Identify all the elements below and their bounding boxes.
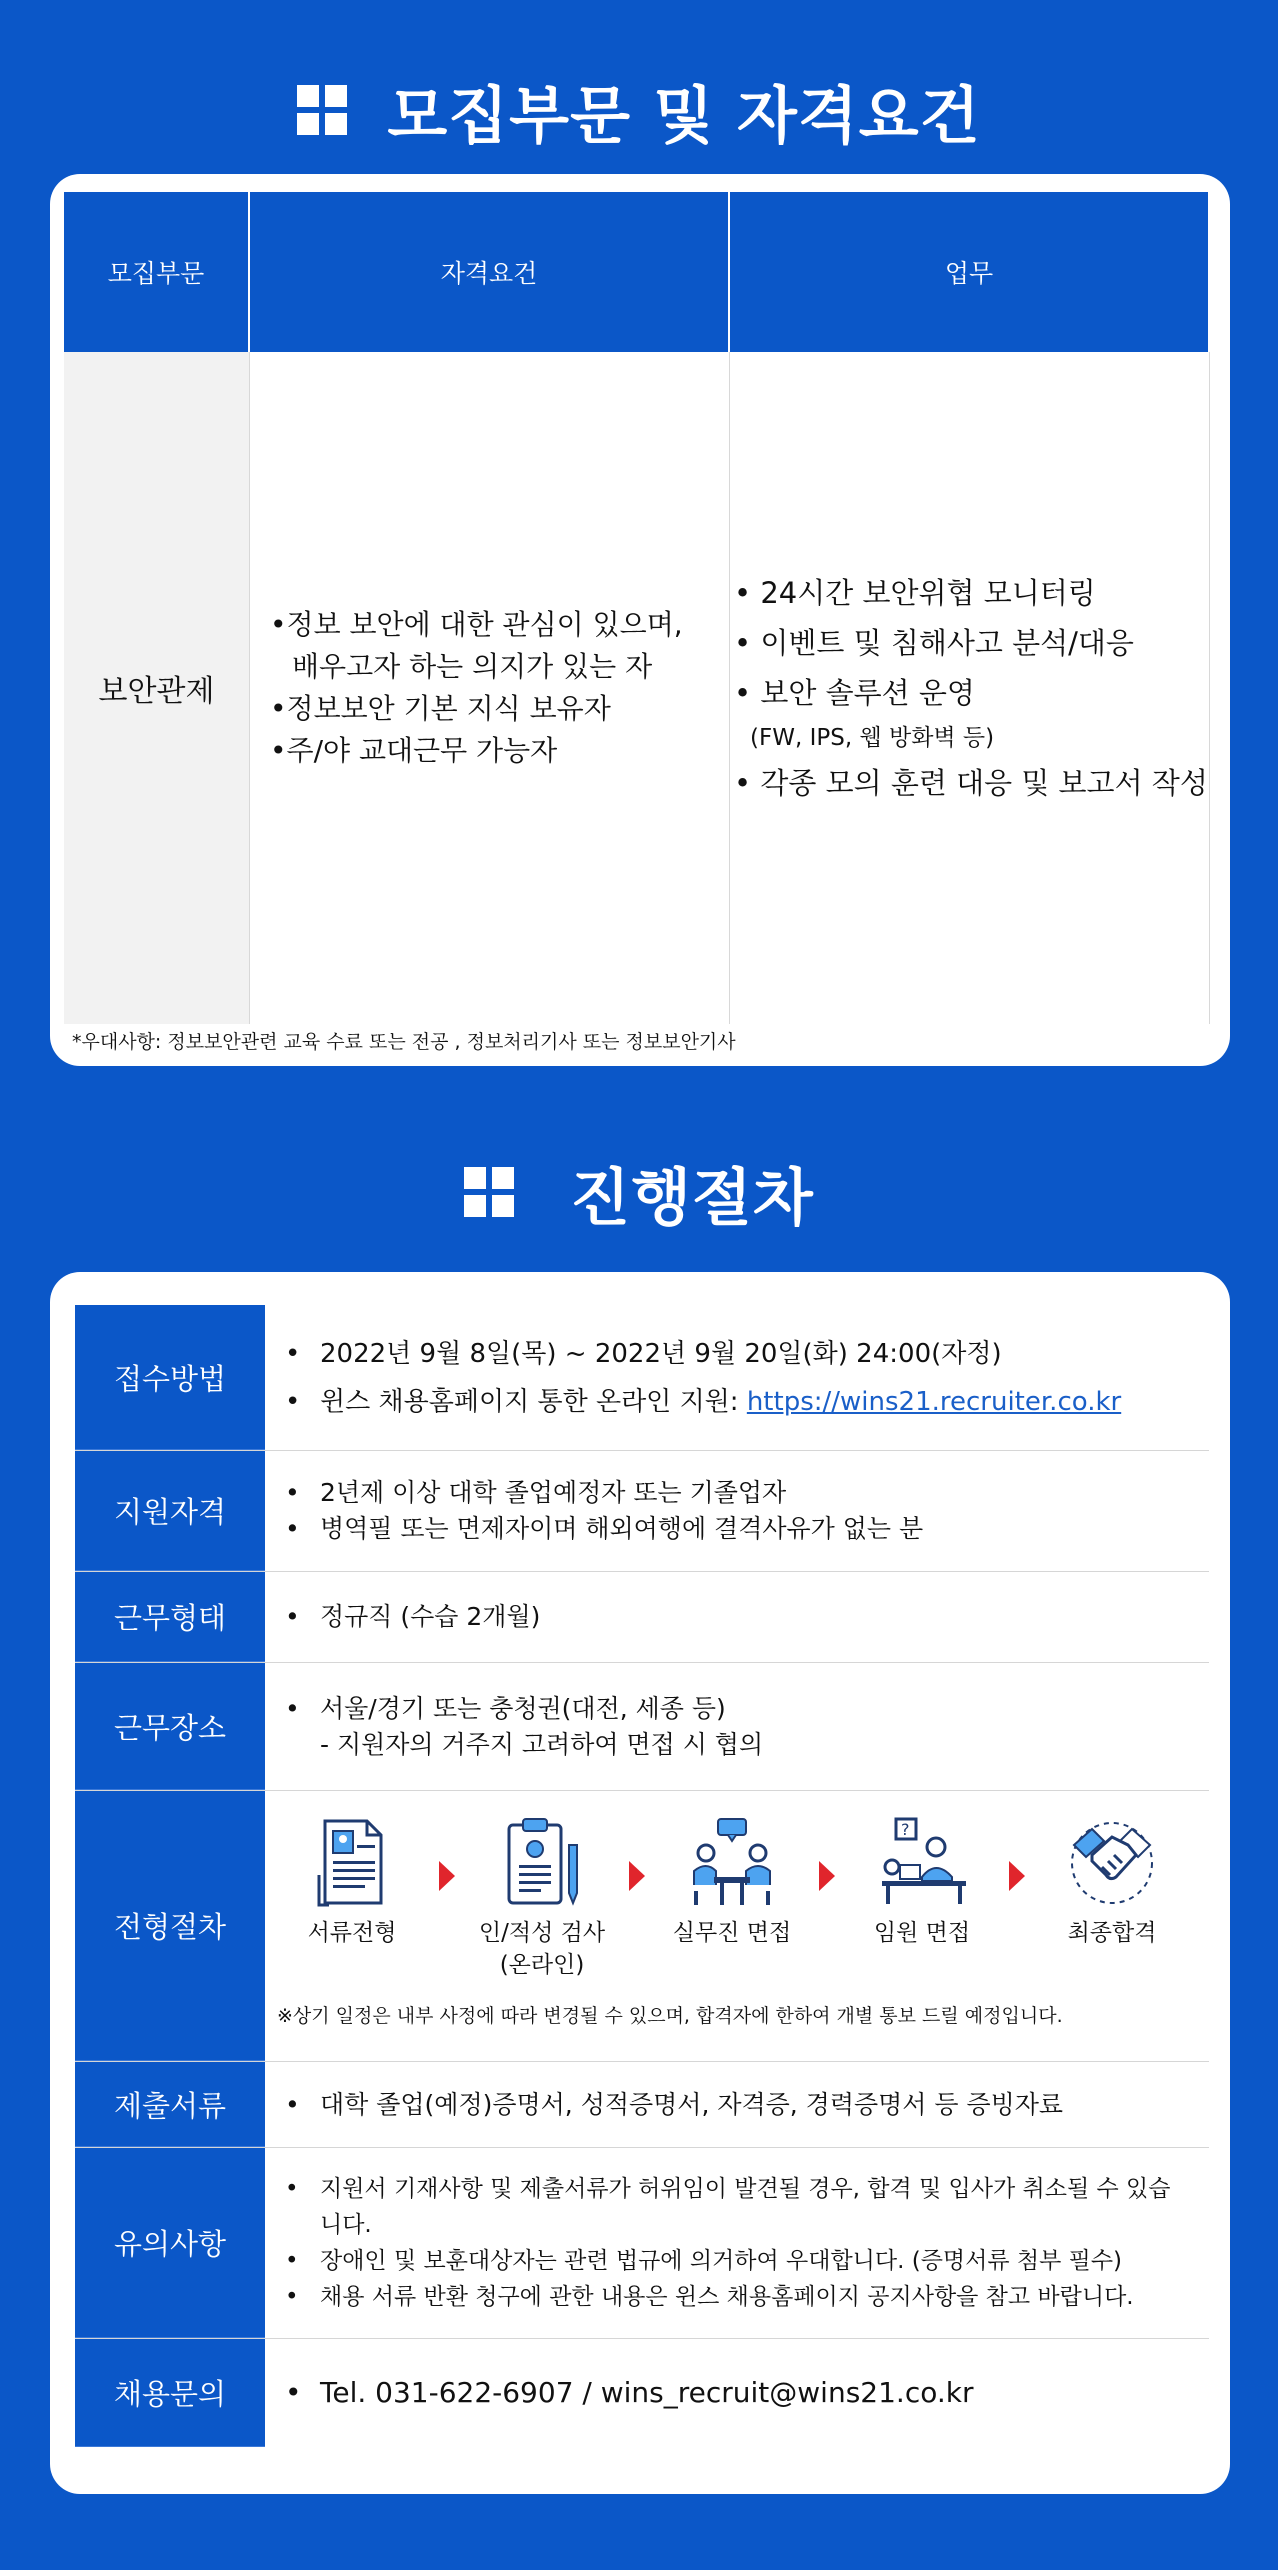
section2-title (0, 1150, 1278, 1234)
row-contact (75, 2339, 1209, 2447)
meeting-icon (684, 1815, 780, 1911)
step-executive-interview (847, 1815, 997, 1949)
row-content: • 지원서 기재사항 및 제출서류가 허위임이 발견될 경우, 합격 및 입사가 취소될 수 있습 니다. • 장애인 및 보훈대상자는 관련 법규에 의거하여 우대합니다. (증명서류 첨부 필수) • 채용 서류 반환 청구에 관한 내용은 윈스 채용홈페이지 공지사항을 참고 바랍니다. (285, 2176, 1171, 2310)
row-caution (75, 2148, 1209, 2339)
grid-icon (464, 1167, 514, 1217)
handshake-icon (1062, 1815, 1162, 1911)
task-item: • 보안 솔루션 운영 (734, 676, 975, 710)
row-label: 근무형태 (75, 1572, 265, 1662)
task-item: • 각종 모의 훈련 대응 및 보고서 작성 (734, 766, 1208, 800)
row-content: • 정규직 (수습 2개월) (285, 1602, 541, 1631)
header-tasks: 업무 (730, 192, 1210, 352)
row-content: • 2022년 9월 8일(목) ~ 2022년 9월 20일(화) 24:00(자정) • 윈스 채용홈페이지 통한 온라인 지원: https://wins21.recruiter.co.kr (285, 1338, 1122, 1417)
row-label: 근무장소 (75, 1663, 265, 1790)
row-documents (75, 2062, 1209, 2148)
row-employment-type (75, 1572, 1209, 1663)
step-label: 임원 면접 (873, 1920, 971, 1946)
step-label: 인/적성 검사 (온라인) (478, 1920, 606, 1978)
step-label: 실무진 면접 (672, 1920, 792, 1946)
header-requirements: 자격요건 (250, 192, 730, 352)
step-practical-interview (657, 1815, 807, 1949)
requirement-item: •주/야 교대근무 가능자 (270, 734, 558, 767)
arrow-icon (439, 1861, 455, 1891)
arrow-icon (629, 1861, 645, 1891)
row-label: 전형절차 (75, 1791, 265, 2061)
test-icon (497, 1815, 587, 1911)
step-final-pass (1037, 1815, 1187, 1949)
row-content (265, 1791, 1209, 2061)
row-label: 채용문의 (75, 2339, 265, 2447)
preference-note: *우대사항: 정보보안관련 교육 수료 또는 전공 , 정보처리기사 또는 정보보안기사 (72, 1031, 736, 1053)
requirement-item-cont: 배우고자 하는 의지가 있는 자 (292, 650, 653, 683)
step-label: 최종합격 (1067, 1920, 1157, 1946)
row-content: • 대학 졸업(예정)증명서, 성적증명서, 자격증, 경력증명서 등 증빙자료 (285, 2089, 1064, 2119)
row-label: 지원자격 (75, 1451, 265, 1571)
task-item: • 24시간 보안위협 모니터링 (734, 576, 1096, 610)
row-content: • Tel. 031-622-6907 / wins_recruit@wins21.co.kr (285, 2376, 974, 2409)
task-item-sub: (FW, IPS, 웹 방화벽 등) (750, 725, 995, 751)
requirement-item: •정보보안 기본 지식 보유자 (270, 692, 611, 725)
section1-title (0, 70, 1278, 150)
interview-icon (874, 1815, 970, 1911)
requirements-cell (250, 352, 730, 1024)
requirement-item: •정보 보안에 대한 관심이 있으며, (270, 608, 683, 641)
step-documents (277, 1815, 427, 1949)
arrow-icon (1009, 1861, 1025, 1891)
step-label: 서류전형 (307, 1920, 397, 1946)
document-icon (309, 1815, 395, 1911)
category-cell: 보안관제 (64, 352, 250, 1024)
arrow-icon (819, 1861, 835, 1891)
tasks-cell (730, 352, 1210, 1024)
row-qualification (75, 1451, 1209, 1572)
requirements-table (64, 192, 1210, 1024)
process-note: ※상기 일정은 내부 사정에 따라 변경될 수 있으며, 합격자에 한하여 개별 통보 드릴 예정입니다. (277, 2005, 1063, 2027)
svg-text:?: ? (901, 1820, 910, 1839)
process-steps (277, 1815, 1209, 1981)
row-content: • 서울/경기 또는 충청권(대전, 세종 등) - 지원자의 거주지 고려하여 면접 시 협의 (285, 1693, 764, 1759)
row-process (75, 1791, 1209, 2062)
process-table (75, 1305, 1209, 2447)
row-label: 접수방법 (75, 1305, 265, 1450)
task-item: • 이벤트 및 침해사고 분석/대응 (734, 626, 1134, 660)
grid-icon (297, 85, 347, 135)
step-aptitude-test (467, 1815, 617, 1981)
recruit-site-link[interactable]: https://wins21.recruiter.co.kr (746, 1386, 1122, 1417)
row-work-place (75, 1663, 1209, 1791)
section2-title-text: 진행절차 (570, 1160, 814, 1234)
row-label: 제출서류 (75, 2062, 265, 2147)
row-content: • 2년제 이상 대학 졸업예정자 또는 기졸업자 • 병역필 또는 면제자이며 해외여행에 결격사유가 없는 분 (285, 1478, 924, 1543)
row-label: 유의사항 (75, 2148, 265, 2338)
header-category: 모집부문 (64, 192, 250, 352)
row-apply (75, 1305, 1209, 1451)
section1-title-text: 모집부문 및 자격요건 (387, 78, 981, 152)
